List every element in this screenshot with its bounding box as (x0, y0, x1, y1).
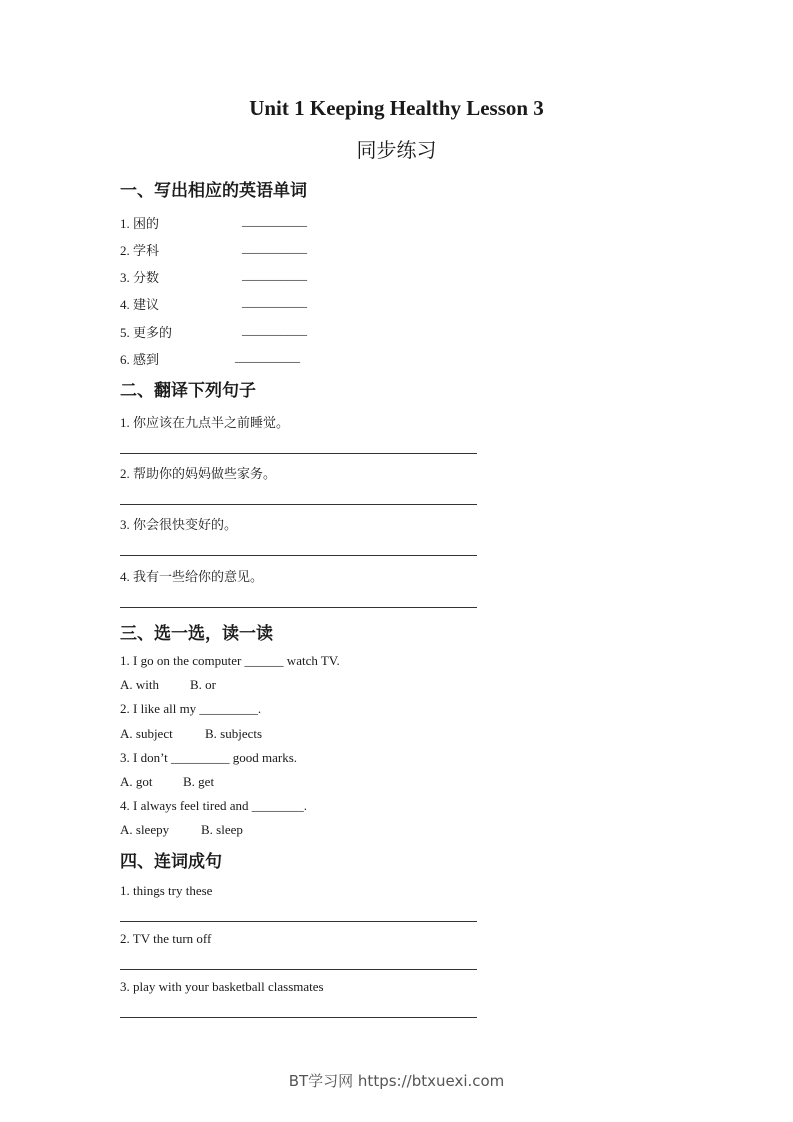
choice-question: 1. I go on the computer ______ watch TV. (120, 653, 340, 668)
translate-item: 4. 我有一些给你的意见。 (120, 569, 264, 584)
section1-heading: 一、写出相应的英语单词 (120, 181, 307, 201)
translate-item: 2. 帮助你的妈妈做些家务。 (120, 466, 277, 481)
vocab-item: 1. 困的 (120, 216, 160, 231)
vocab-item: 3. 分数 (120, 270, 160, 285)
answer-line (120, 607, 477, 608)
answer-line (120, 453, 477, 454)
vocab-item: 5. 更多的 (120, 325, 173, 340)
vocab-blank: __________ (242, 240, 307, 255)
vocab-blank: __________ (242, 213, 307, 228)
translate-item: 3. 你会很快变好的。 (120, 517, 238, 532)
translate-item: 1. 你应该在九点半之前睡觉。 (120, 415, 290, 430)
vocab-blank: __________ (242, 267, 307, 282)
page-title: Unit 1 Keeping Healthy Lesson 3 (249, 96, 544, 120)
vocab-blank: __________ (242, 322, 307, 337)
choice-option-a: A. subject (120, 726, 173, 741)
choice-option-a: A. sleepy (120, 822, 170, 837)
choice-option-a: A. got (120, 774, 153, 789)
vocab-item: 4. 建议 (120, 297, 160, 312)
choice-question: 2. I like all my _________. (120, 701, 262, 716)
choice-option-b: B. sleep (201, 822, 243, 837)
choice-question: 4. I always feel tired and ________. (120, 798, 308, 813)
section3-heading: 三、选一选，读一读 (120, 624, 273, 644)
answer-line (120, 504, 477, 505)
vocab-item: 6. 感到 (120, 352, 160, 367)
page-subtitle: 同步练习 (356, 138, 437, 162)
footer-link[interactable]: BT学习网 https://btxuexi.com (288, 1072, 505, 1090)
vocab-blank: __________ (235, 349, 300, 364)
vocab-blank: __________ (242, 294, 307, 309)
answer-line (120, 1017, 477, 1018)
reorder-item: 2. TV the turn off (120, 931, 212, 946)
choice-option-a: A. with (120, 677, 159, 692)
vocab-item: 2. 学科 (120, 243, 160, 258)
answer-line (120, 921, 477, 922)
section2-heading: 二、翻译下列句子 (120, 381, 256, 401)
choice-option-b: B. get (183, 774, 215, 789)
choice-option-b: B. or (190, 677, 216, 692)
choice-question: 3. I don’t _________ good marks. (120, 750, 298, 765)
section4-heading: 四、连词成句 (120, 852, 222, 872)
answer-line (120, 969, 477, 970)
choice-option-b: B. subjects (205, 726, 263, 741)
reorder-item: 1. things try these (120, 883, 213, 898)
answer-line (120, 555, 477, 556)
reorder-item: 3. play with your basketball classmates (120, 979, 324, 994)
